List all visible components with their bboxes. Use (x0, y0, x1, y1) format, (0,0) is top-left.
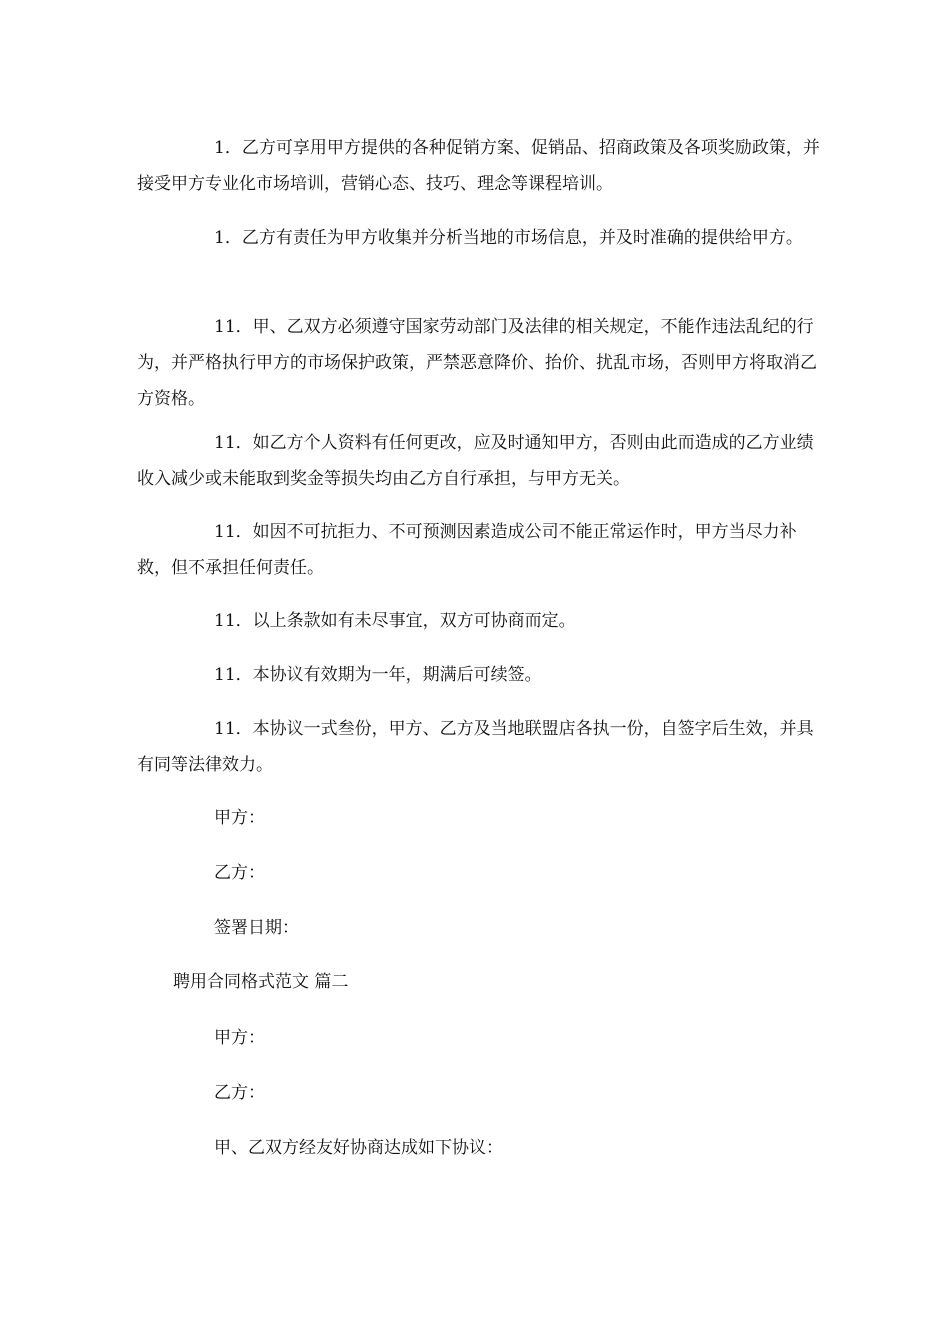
clause-copies: 11．本协议一式叁份，甲方、乙方及当地联盟店各执一份，自签字后生效，并具有同等法律效力。 (137, 719, 814, 775)
clause-unresolved-matters: 11．以上条款如有未尽事宜，双方可协商而定。 (214, 611, 576, 631)
clause-legal-compliance: 11．甲、乙双方必须遵守国家劳动部门及法律的相关规定，不能作违法乱纪的行为，并严格执行甲方的市场保护政策，严禁恶意降价、抬价、扰乱市场，否则甲方将取消乙方资格。 (137, 317, 817, 409)
clause-validity-period: 11．本协议有效期为一年，期满后可续签。 (214, 665, 542, 685)
clause-force-majeure: 11．如因不可抗拒力、不可预测因素造成公司不能正常运作时，甲方当尽力补救，但不承担任何责任。 (137, 522, 797, 578)
signature-party-a: 甲方： (214, 808, 265, 828)
clause-market-information: 1．乙方有责任为甲方收集并分析当地的市场信息，并及时准确的提供给甲方。 (214, 228, 803, 248)
party-a-label: 甲方： (214, 1028, 265, 1048)
party-b-label: 乙方： (214, 1083, 265, 1103)
clause-promotion-benefits: 1．乙方可享用甲方提供的各种促销方案、促销品、招商政策及各项奖励政策，并接受甲方专业化市场培训，营销心态、技巧、理念等课程培训。 (137, 138, 820, 194)
agreement-intro: 甲、乙双方经友好协商达成如下协议： (214, 1138, 503, 1158)
signature-party-b: 乙方： (214, 863, 265, 883)
signature-date: 签署日期： (214, 918, 299, 938)
clause-personal-info-change: 11．如乙方个人资料有任何更改，应及时通知甲方，否则由此而造成的乙方业绩收入减少或未能取到奖金等损失均由乙方自行承担，与甲方无关。 (137, 433, 814, 489)
section-heading: 聘用合同格式范文 篇二 (173, 972, 349, 992)
